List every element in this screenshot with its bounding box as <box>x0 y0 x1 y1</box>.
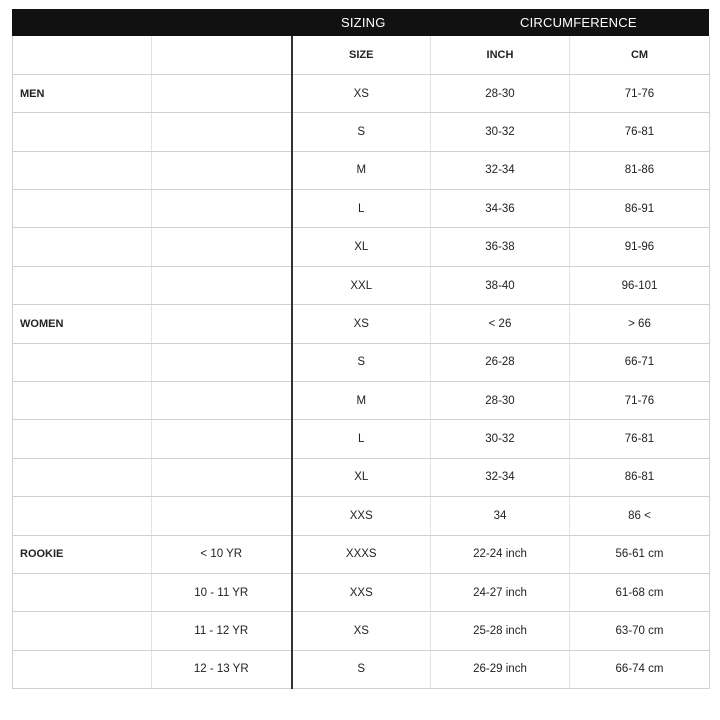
group-column-header <box>13 36 152 74</box>
size-cell: XL <box>292 228 431 266</box>
group-cell: ROOKIE <box>13 535 152 573</box>
table-row <box>13 151 710 189</box>
table-row <box>13 343 710 381</box>
size-cell: XXS <box>292 497 431 535</box>
cm-cell: 91-96 <box>570 228 710 266</box>
cm-cell: 61-68 cm <box>570 573 710 611</box>
cm-cell: 96-101 <box>570 266 710 304</box>
inch-cell: 34-36 <box>431 190 570 228</box>
inch-cell: 30-32 <box>431 420 570 458</box>
table-row <box>13 458 710 496</box>
inch-cell: 38-40 <box>431 266 570 304</box>
size-cell: M <box>292 382 431 420</box>
size-table <box>12 36 710 689</box>
inch-cell: < 26 <box>431 305 570 343</box>
age-cell <box>152 266 292 304</box>
age-cell <box>152 305 292 343</box>
cm-cell: 76-81 <box>570 420 710 458</box>
age-cell <box>152 458 292 496</box>
inch-cell: 36-38 <box>431 228 570 266</box>
age-cell: 10 - 11 YR <box>152 573 292 611</box>
size-cell: S <box>292 113 431 151</box>
group-cell <box>13 382 152 420</box>
group-cell <box>13 343 152 381</box>
inch-cell: 32-34 <box>431 151 570 189</box>
table-row <box>13 382 710 420</box>
table-row <box>13 266 710 304</box>
inch-cell: 22-24 inch <box>431 535 570 573</box>
table-row <box>13 305 710 343</box>
group-cell <box>13 228 152 266</box>
inch-cell: 32-34 <box>431 458 570 496</box>
inch-cell: 28-30 <box>431 74 570 112</box>
size-cell: L <box>292 190 431 228</box>
group-cell <box>13 573 152 611</box>
cm-cell: 56-61 cm <box>570 535 710 573</box>
age-cell <box>152 151 292 189</box>
age-cell <box>152 497 292 535</box>
group-cell <box>13 113 152 151</box>
size-column-header: SIZE <box>292 36 431 74</box>
table-row <box>13 420 710 458</box>
group-cell <box>13 420 152 458</box>
age-cell <box>152 228 292 266</box>
inch-cell: 25-28 inch <box>431 612 570 650</box>
inch-column-header: INCH <box>431 36 570 74</box>
group-cell <box>13 190 152 228</box>
age-column-header <box>152 36 292 74</box>
age-cell: < 10 YR <box>152 535 292 573</box>
inch-cell: 34 <box>431 497 570 535</box>
size-cell: XS <box>292 612 431 650</box>
sizing-heading: SIZING <box>341 15 386 30</box>
group-cell <box>13 612 152 650</box>
table-row <box>13 612 710 650</box>
cm-cell: 63-70 cm <box>570 612 710 650</box>
circumference-heading: CIRCUMFERENCE <box>520 15 637 30</box>
cm-cell: 86-91 <box>570 190 710 228</box>
group-cell <box>13 458 152 496</box>
size-cell: S <box>292 650 431 688</box>
age-cell <box>152 74 292 112</box>
table-row <box>13 74 710 112</box>
size-cell: L <box>292 420 431 458</box>
size-cell: XS <box>292 305 431 343</box>
header-bar <box>12 9 709 36</box>
column-header-row <box>13 36 710 74</box>
size-cell: XL <box>292 458 431 496</box>
table-row <box>13 497 710 535</box>
table-row <box>13 650 710 688</box>
cm-cell: 81-86 <box>570 151 710 189</box>
cm-cell: 86-81 <box>570 458 710 496</box>
group-cell <box>13 151 152 189</box>
inch-cell: 28-30 <box>431 382 570 420</box>
group-cell <box>13 266 152 304</box>
table-row <box>13 535 710 573</box>
size-cell: XXXS <box>292 535 431 573</box>
cm-cell: 71-76 <box>570 382 710 420</box>
group-cell <box>13 497 152 535</box>
cm-cell: > 66 <box>570 305 710 343</box>
inch-cell: 24-27 inch <box>431 573 570 611</box>
group-cell: WOMEN <box>13 305 152 343</box>
size-chart <box>12 9 709 689</box>
inch-cell: 26-29 inch <box>431 650 570 688</box>
age-cell: 12 - 13 YR <box>152 650 292 688</box>
group-cell: MEN <box>13 74 152 112</box>
age-cell <box>152 382 292 420</box>
age-cell: 11 - 12 YR <box>152 612 292 650</box>
table-body <box>13 74 710 688</box>
size-cell: XXL <box>292 266 431 304</box>
size-cell: XS <box>292 74 431 112</box>
inch-cell: 30-32 <box>431 113 570 151</box>
cm-cell: 66-71 <box>570 343 710 381</box>
age-cell <box>152 113 292 151</box>
age-cell <box>152 420 292 458</box>
cm-cell: 66-74 cm <box>570 650 710 688</box>
cm-cell: 76-81 <box>570 113 710 151</box>
cm-column-header: CM <box>570 36 710 74</box>
table-row <box>13 228 710 266</box>
size-cell: M <box>292 151 431 189</box>
size-cell: XXS <box>292 573 431 611</box>
age-cell <box>152 190 292 228</box>
size-cell: S <box>292 343 431 381</box>
inch-cell: 26-28 <box>431 343 570 381</box>
table-row <box>13 190 710 228</box>
cm-cell: 71-76 <box>570 74 710 112</box>
group-cell <box>13 650 152 688</box>
table-row <box>13 113 710 151</box>
cm-cell: 86 < <box>570 497 710 535</box>
age-cell <box>152 343 292 381</box>
table-row <box>13 573 710 611</box>
